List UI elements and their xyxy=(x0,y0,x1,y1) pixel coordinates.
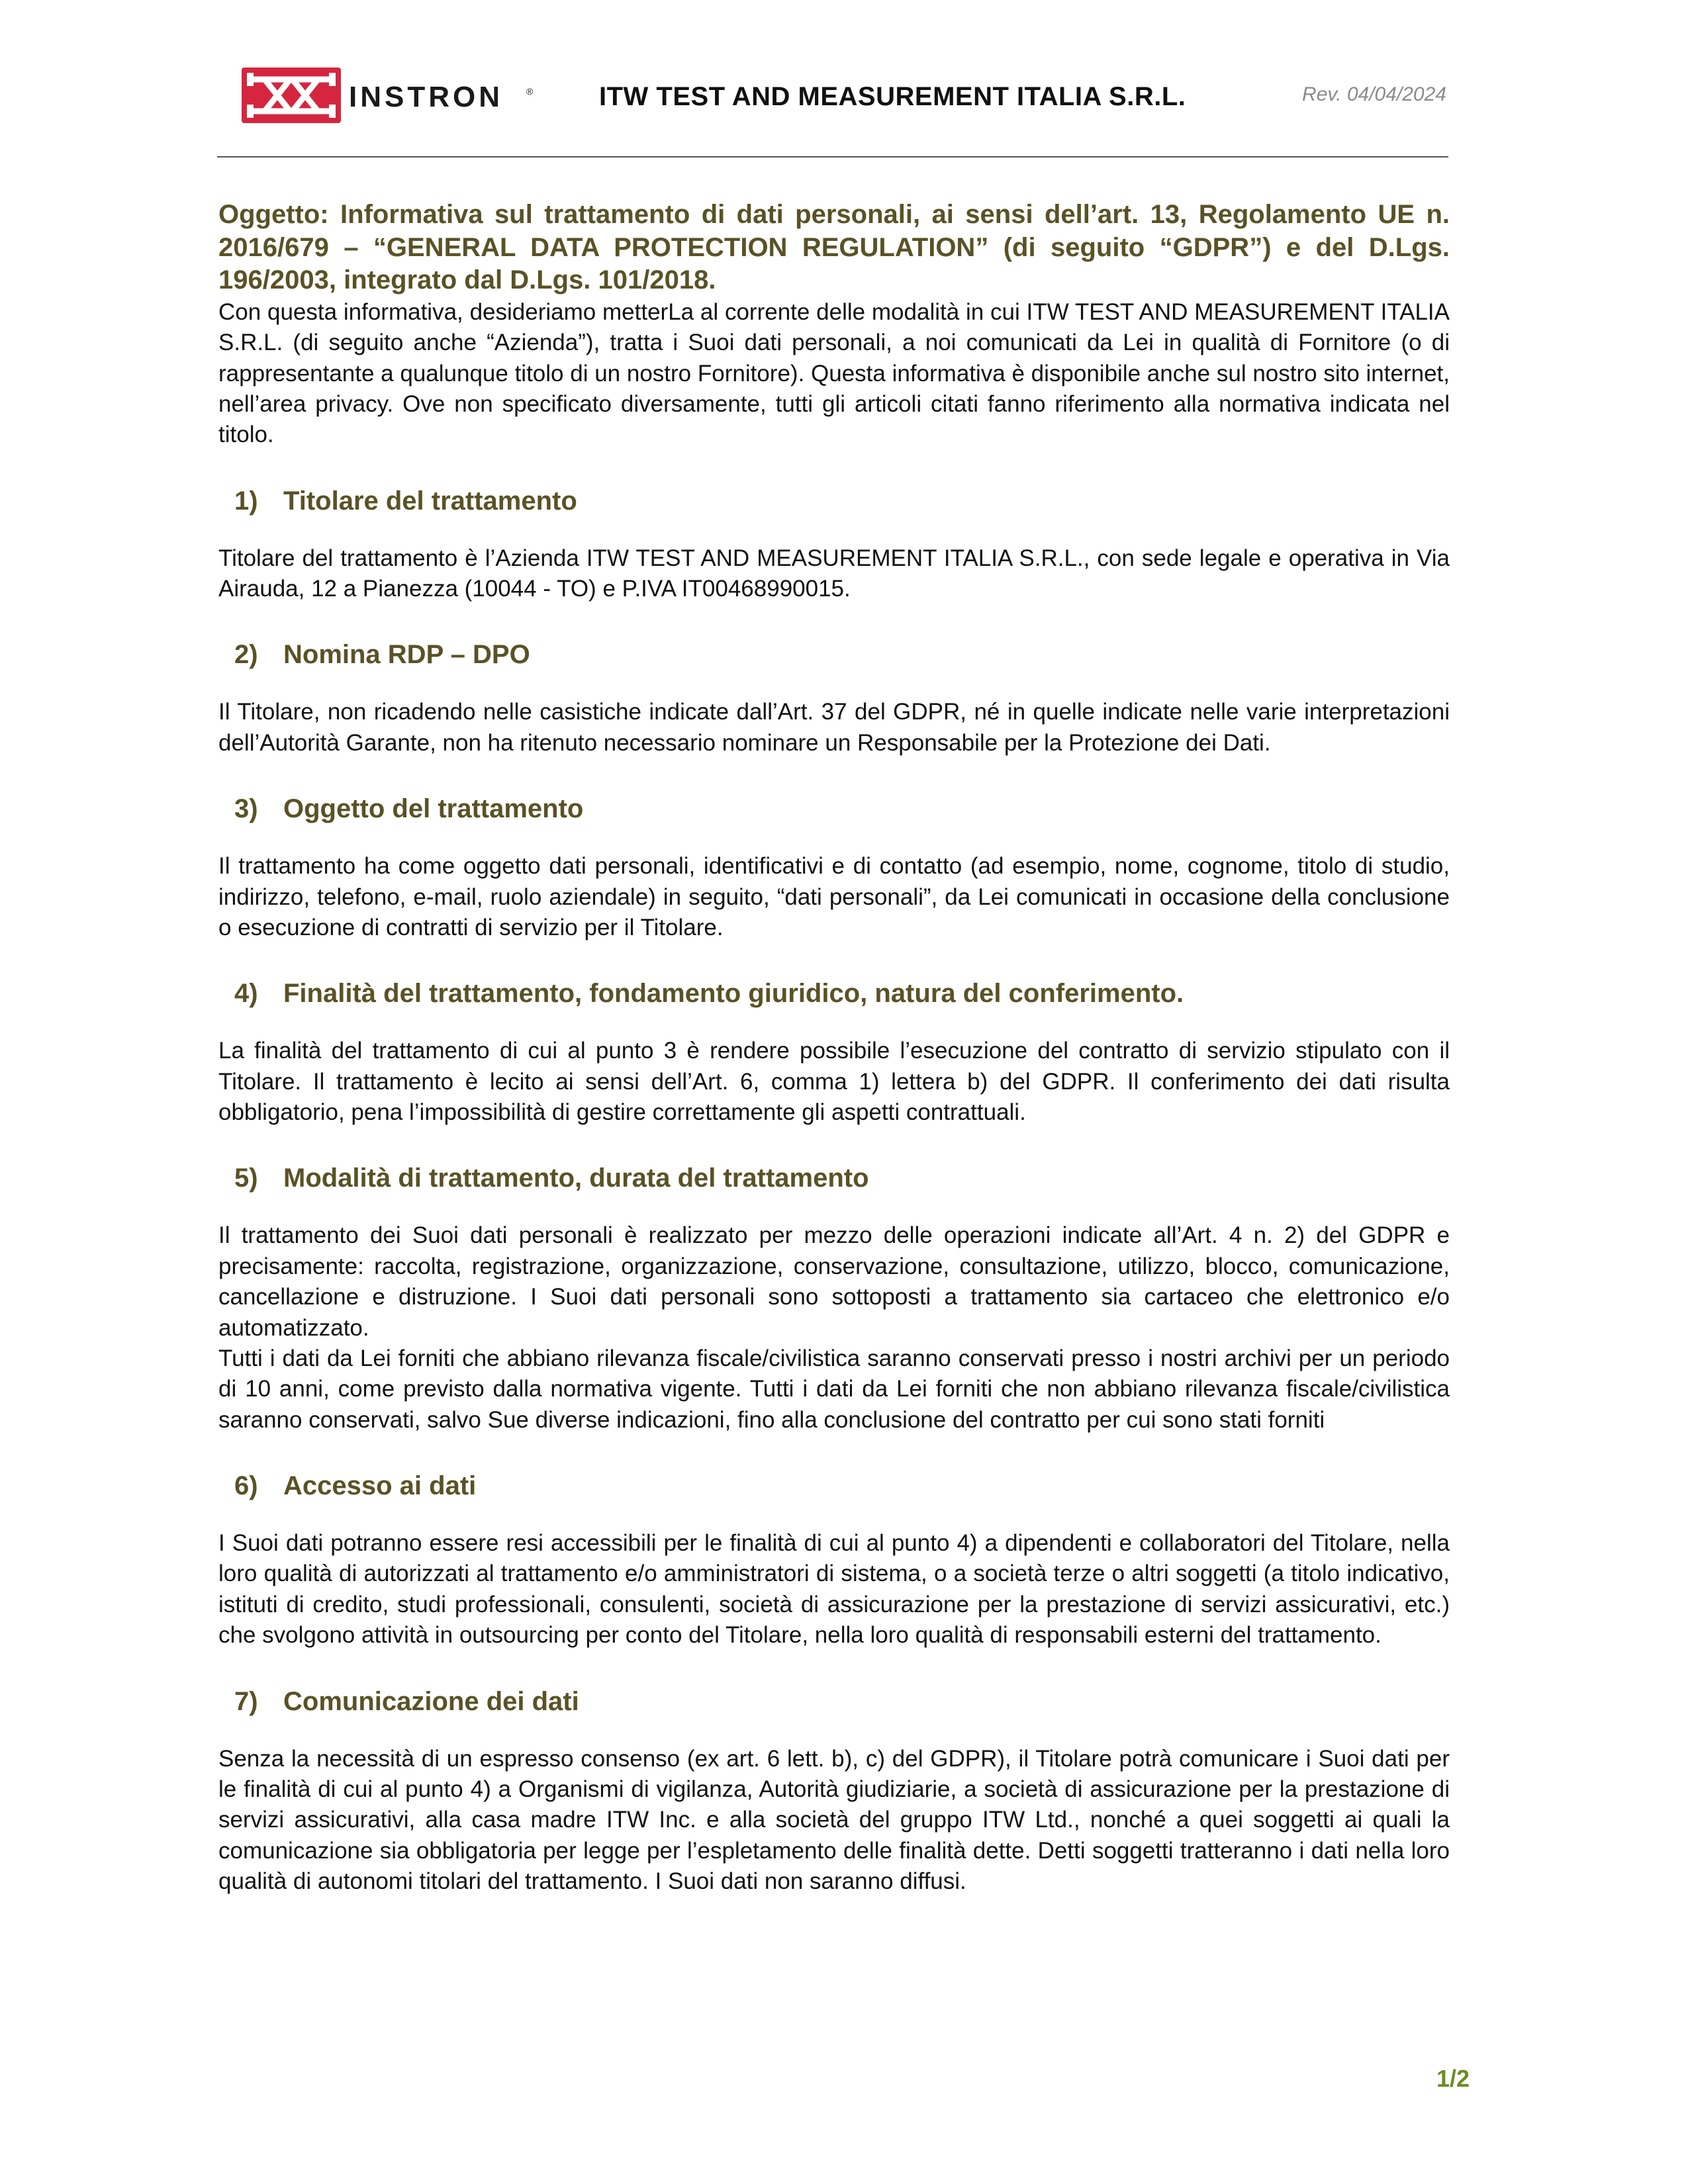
section-number: 5) xyxy=(234,1163,258,1193)
section-5 xyxy=(218,1162,1450,1435)
section-title: Finalità del trattamento, fondamento giuridico, natura del conferimento. xyxy=(283,979,1184,1009)
section-6 xyxy=(218,1470,1450,1651)
section-heading xyxy=(234,793,1450,825)
section-3 xyxy=(218,793,1450,943)
section-paragraph: La finalità del trattamento di cui al punto 3 è rendere possibile l’esecuzione del contratto di servizio stipulato con il Titolare. Il trattamento è lecito ai sensi dell’Art. 6, comma 1) lettera b) del GDPR. Il conferimento dei dati risulta obbligatorio, pena l’impossibilità di gestire correttamente gli aspetti contrattuali. xyxy=(218,1038,1450,1126)
section-title: Oggetto del trattamento xyxy=(283,794,584,824)
section-number: 2) xyxy=(234,640,258,670)
section-7 xyxy=(218,1686,1450,1897)
section-title: Titolare del trattamento xyxy=(283,486,577,516)
section-number: 6) xyxy=(234,1471,258,1501)
revision-date: Rev. 04/04/2024 xyxy=(1302,83,1446,105)
header-divider xyxy=(217,156,1448,158)
section-title: Accesso ai dati xyxy=(283,1471,477,1501)
section-heading xyxy=(234,978,1450,1009)
instron-logo xyxy=(242,68,546,123)
section-title: Comunicazione dei dati xyxy=(283,1686,579,1716)
section-paragraph: Il trattamento ha come oggetto dati personali, identificativi e di contatto (ad esempio, nome, cognome, titolo di studio, indirizzo, telefono, e-mail, ruolo aziendale) in seguito, “dati personali”, da Lei comunicati in occasione della conclusione o esecuzione di contratti di servizio per il Titolare. xyxy=(218,853,1450,940)
section-paragraph: Il Titolare, non ricadendo nelle casistiche indicate dall’Art. 37 del GDPR, né in quelle indicate nelle varie interpretazioni dell’Autorità Garante, non ha ritenuto necessario nominare un Responsabile per la Protezione dei Dati. xyxy=(218,699,1450,756)
section-heading xyxy=(234,639,1450,670)
instron-logo-mark-icon xyxy=(242,68,341,123)
section-number: 4) xyxy=(234,979,258,1009)
section-paragraph: Il trattamento dei Suoi dati personali è realizzato per mezzo delle operazioni indicate all’Art. 4 n. 2) del GDPR e precisamente: raccolta, registrazione, organizzazione, conservazione, consultazione, utilizzo, blocco, comunicazione, cancellazione e distruzione. I Suoi dati personali sono sottoposti a trattamento sia cartaceo che elettronico e/o automatizzato. xyxy=(218,1222,1450,1341)
section-paragraph: Tutti i dati da Lei forniti che abbiano rilevanza fiscale/civilistica saranno conservati presso i nostri archivi per un periodo di 10 anni, come previsto dalla normativa vigente. Tutti i dati da Lei forniti che non abbiano rilevanza fiscale/civilistica saranno conservati, salvo Sue diverse indicazioni, fino alla conclusione del contratto per cui sono stati forniti xyxy=(218,1345,1450,1433)
sections-container xyxy=(218,485,1450,1897)
section-paragraph: I Suoi dati potranno essere resi accessibili per le finalità di cui al punto 4) a dipendenti e collaboratori del Titolare, nella loro qualità di autorizzati al trattamento e/o amministratori di sistema, o a società terze o altri soggetti (a titolo indicativo, istituti di credito, studi professionali, consulenti, società di assicurazione per la prestazione di servizi assicurativi, etc.) che svolgono attività in outsourcing per conto del Titolare, nella loro qualità di responsabili esterni del trattamento. xyxy=(218,1530,1450,1649)
section-2 xyxy=(218,639,1450,758)
section-heading xyxy=(234,1686,1450,1717)
section-1 xyxy=(218,485,1450,605)
document-subject: Oggetto: Informativa sul trattamento di dati personali, ai sensi dell’art. 13, Regolamento UE n. 2016/679 – “GENERAL DATA PROTECTION REGULATION” (di seguito “GDPR”) e del D.Lgs. 196/2003, integrato dal D.Lgs. 101/2018. xyxy=(218,200,1450,295)
section-number: 1) xyxy=(234,486,258,516)
registered-mark: ® xyxy=(526,86,534,97)
section-paragraph: Titolare del trattamento è l’Azienda ITW TEST AND MEASUREMENT ITALIA S.R.L., con sede legale e operativa in Via Airauda, 12 a Pianezza (10044 - TO) e P.IVA IT00468990015. xyxy=(218,545,1450,602)
page-header xyxy=(242,65,1446,126)
document-body xyxy=(218,199,1450,1897)
logo-wordmark: INSTRON xyxy=(349,81,503,113)
intro-paragraph: Con questa informativa, desideriamo metterLa al corrente delle modalità in cui ITW TEST AND MEASUREMENT ITALIA S.R.L. (di seguito anche “Azienda”), tratta i Suoi dati personali, a noi comunicati da Lei in qualità di Fornitore (o di rappresentante a qualunque titolo di un nostro Fornitore). Questa informativa è disponibile anche sul nostro sito internet, nell’area privacy. Ove non specificato diversamente, tutti gli articoli citati fanno riferimento alla normativa indicata nel titolo. xyxy=(218,298,1450,448)
section-heading xyxy=(234,1470,1450,1502)
section-4 xyxy=(218,978,1450,1128)
page-number: 1/2 xyxy=(1436,2065,1470,2092)
section-heading xyxy=(234,485,1450,517)
section-number: 7) xyxy=(234,1686,258,1716)
section-number: 3) xyxy=(234,794,258,824)
section-paragraph: Senza la necessità di un espresso consenso (ex art. 6 lett. b), c) del GDPR), il Titolare potrà comunicare i Suoi dati per le finalità di cui al punto 4) a Organismi di vigilanza, Autorità giudiziarie, a società di assicurazione per la prestazione di servizi assicurativi, alla casa madre ITW Inc. e alla società del gruppo ITW Ltd., nonché a quei soggetti ai quali la comunicazione sia obbligatoria per legge per l’espletamento delle finalità dette. Detti soggetti tratteranno i dati nella loro qualità di autonomi titolari del trattamento. I Suoi dati non saranno diffusi. xyxy=(218,1745,1450,1895)
section-heading xyxy=(234,1162,1450,1194)
section-title: Modalità di trattamento, durata del trattamento xyxy=(283,1163,869,1193)
company-name: ITW TEST AND MEASUREMENT ITALIA S.R.L. xyxy=(599,82,1186,111)
section-title: Nomina RDP – DPO xyxy=(283,640,530,670)
